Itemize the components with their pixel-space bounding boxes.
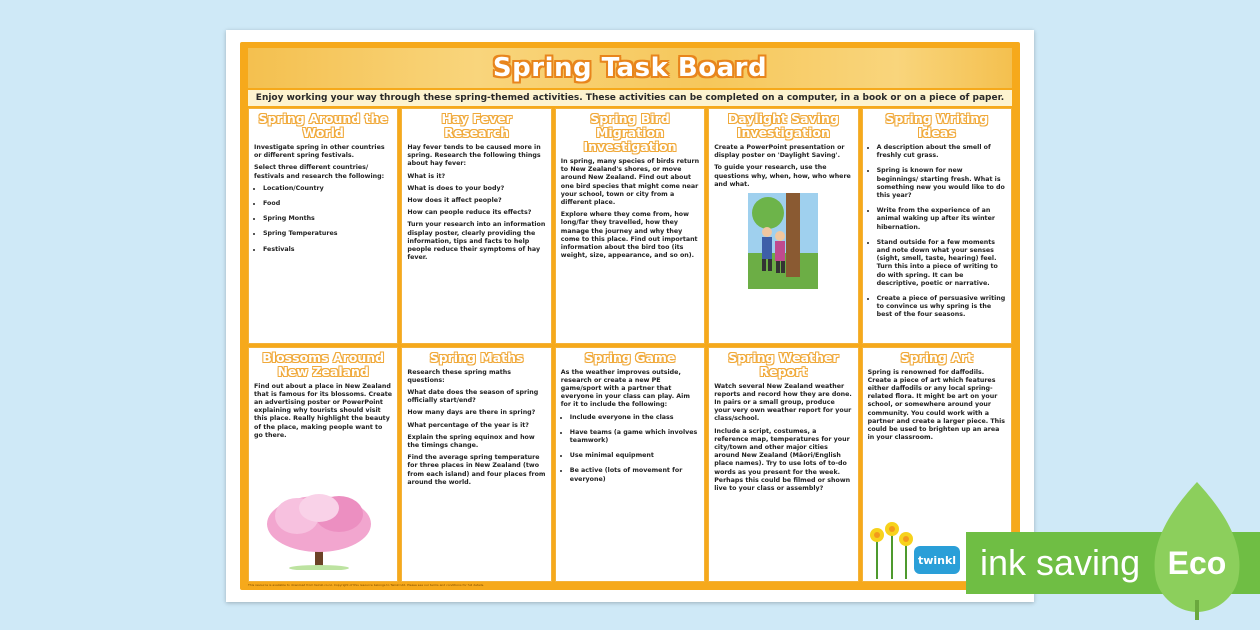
cell-text: Explain the spring equinox and how the timings change. bbox=[407, 433, 535, 449]
twinkl-logo: twinkl bbox=[914, 546, 960, 574]
task-cell-spring-writing-ideas bbox=[862, 108, 1012, 344]
cell-title: Spring Weather Report bbox=[728, 349, 839, 379]
cell-text: How can people reduce its effects? bbox=[407, 209, 532, 217]
cell-text: Find the average spring temperature for three places in New Zealand (two from each island) and four places from around the world. bbox=[407, 454, 546, 486]
cell-text: What percentage of the year is it? bbox=[407, 421, 529, 429]
cell-text: To guide your research, use the questions why, when, how, who where and what. bbox=[714, 164, 851, 188]
cell-title: Spring Art bbox=[900, 349, 973, 365]
board-title: Spring Task Board bbox=[492, 53, 768, 83]
cell-text: How does it affect people? bbox=[407, 197, 502, 205]
bullet-item: • Location/Country bbox=[263, 185, 392, 193]
bullet-item: • Have teams (a game which involves teamwork) bbox=[570, 429, 699, 445]
cell-title: Blossoms Around New Zealand bbox=[262, 349, 385, 379]
cell-text: Find out about a place in New Zealand that is famous for its blossoms. Create an advertising poster or PowerPoint explaining why tourists should visit this place. Really highlight the beauty of the place, making people want to go there. bbox=[254, 382, 393, 439]
cell-text: What date does the season of spring officially start/end? bbox=[407, 388, 539, 405]
eco-badge-label: Eco bbox=[1167, 545, 1227, 581]
cell-title: Spring Bird Migration Investigation bbox=[583, 111, 677, 154]
bullet-item: • Include everyone in the class bbox=[570, 414, 699, 422]
cell-text: Select three different countries/ festivals and research the following: bbox=[254, 164, 385, 180]
bullet-item: • Spring Months bbox=[263, 215, 392, 223]
cell-text: Create a PowerPoint presentation or display poster on 'Daylight Saving'. bbox=[714, 144, 845, 160]
cell-bullets bbox=[254, 185, 392, 254]
cell-text: In spring, many species of birds return to New Zealand's shores, or move around New Zealand. Find out about one bird species that might come near your school, town or city from a different place. bbox=[560, 158, 700, 207]
cell-text: Turn your research into an information display poster, clearly providing the information, tips and facts to help people reduce their symptoms of hay fever. bbox=[407, 221, 546, 262]
bullet-item: • Create a piece of persuasive writing to convince us why spring is the best of the four seasons. bbox=[877, 295, 1006, 320]
board-intro: Enjoy working your way through these spring-themed activities. These activities can be completed on a computer, in a book or on a piece of paper. bbox=[248, 90, 1012, 106]
task-board bbox=[240, 42, 1020, 590]
cell-text: What is it? bbox=[407, 172, 446, 180]
task-cell-spring-maths bbox=[401, 347, 551, 583]
copyright-footer: This resource is available to download from twinkl.co.nz. Copyright of this resource belongs to Twinkl Ltd. Please see our terms and conditions for full details. bbox=[248, 583, 485, 587]
bullet-item: • Use minimal equipment bbox=[570, 452, 699, 460]
bullet-item: • Be active (lots of movement for everyone) bbox=[570, 467, 699, 483]
ink-saving-label: ink saving bbox=[980, 542, 1141, 583]
children-and-tree-illustration bbox=[748, 193, 818, 289]
eco-leaf-icon bbox=[1142, 480, 1252, 620]
cell-title: Hay Fever Research bbox=[441, 111, 512, 140]
cell-text: As the weather improves outside, research or create a new PE game/sport with a partner that everyone in your class can play. Aim for it to include the following: bbox=[560, 368, 690, 409]
bullet-item: • Food bbox=[263, 200, 392, 208]
task-cell-spring-weather-report bbox=[708, 347, 858, 583]
cell-text: Research these spring maths questions: bbox=[407, 368, 512, 384]
task-cell-blossoms-around-new-zealand bbox=[248, 347, 398, 583]
bullet-item: • Festivals bbox=[263, 246, 392, 254]
cell-bullets bbox=[561, 414, 699, 484]
cell-title: Spring Game bbox=[584, 349, 676, 365]
board-header bbox=[248, 48, 1012, 88]
cell-bullets bbox=[868, 144, 1006, 320]
cell-title: Daylight Saving Investigation bbox=[727, 111, 839, 140]
task-cell-hay-fever-research bbox=[401, 108, 551, 344]
cell-title: Spring Around the World bbox=[258, 111, 388, 140]
bullet-item: • Write from the experience of an animal waking up after its winter hibernation. bbox=[877, 207, 1006, 232]
daffodils-illustration bbox=[867, 521, 917, 579]
task-grid bbox=[248, 108, 1012, 582]
bullet-item: • A description about the smell of freshly cut grass. bbox=[877, 144, 1006, 160]
bullet-item: • Spring Temperatures bbox=[263, 230, 392, 238]
cell-text: Investigate spring in other countries or different spring festivals. bbox=[254, 144, 385, 160]
cell-text: What is does to your body? bbox=[407, 184, 505, 192]
cell-text: Watch several New Zealand weather reports and record how they are done. In pairs or a small group, produce your very own weather report for your class/school. bbox=[714, 382, 852, 423]
cell-title: Spring Maths bbox=[429, 349, 524, 365]
cell-text: How many days are there in spring? bbox=[407, 409, 536, 417]
task-cell-spring-bird-migration bbox=[555, 108, 705, 344]
blossom-tree-illustration bbox=[257, 488, 385, 570]
task-cell-daylight-saving bbox=[708, 108, 858, 344]
cell-text: Spring is renowned for daffodils. Create a piece of art which features either daffodils or any local spring-related flora. It might be art on your school, or somewhere around your community. You could work with a partner and create a larger piece. This could be used to brighten up an area in your classroom. bbox=[867, 368, 1006, 442]
cell-text: Include a script, costumes, a reference map, temperatures for your city/town and other major cities around New Zealand (Māori/English place names). Try to use lots of to-do words as you present for the week. Perhaps this could be filmed or shown live to your class or assembly? bbox=[714, 427, 851, 492]
cell-text: Explore where they come from, how long/far they travelled, how they manage the journey and why they come to this place. Find out important information about the bird too (its weight, size, appearance, and so on). bbox=[560, 211, 698, 260]
task-cell-spring-game bbox=[555, 347, 705, 583]
cell-title: Spring Writing Ideas bbox=[885, 111, 989, 140]
cell-text: Hay fever tends to be caused more in spring. Research the following things about hay fever: bbox=[407, 144, 541, 168]
bullet-item: • Spring is known for new beginnings/ starting fresh. What is something new you would like to do this year? bbox=[877, 167, 1006, 200]
task-cell-spring-around-the-world bbox=[248, 108, 398, 344]
task-board-sheet bbox=[226, 30, 1034, 602]
bullet-item: • Stand outside for a few moments and note down what your senses (sight, smell, taste, hearing) feel. Turn this into a piece of writing to do with spring. It can be descriptive, poetic or narrative. bbox=[877, 239, 1006, 288]
